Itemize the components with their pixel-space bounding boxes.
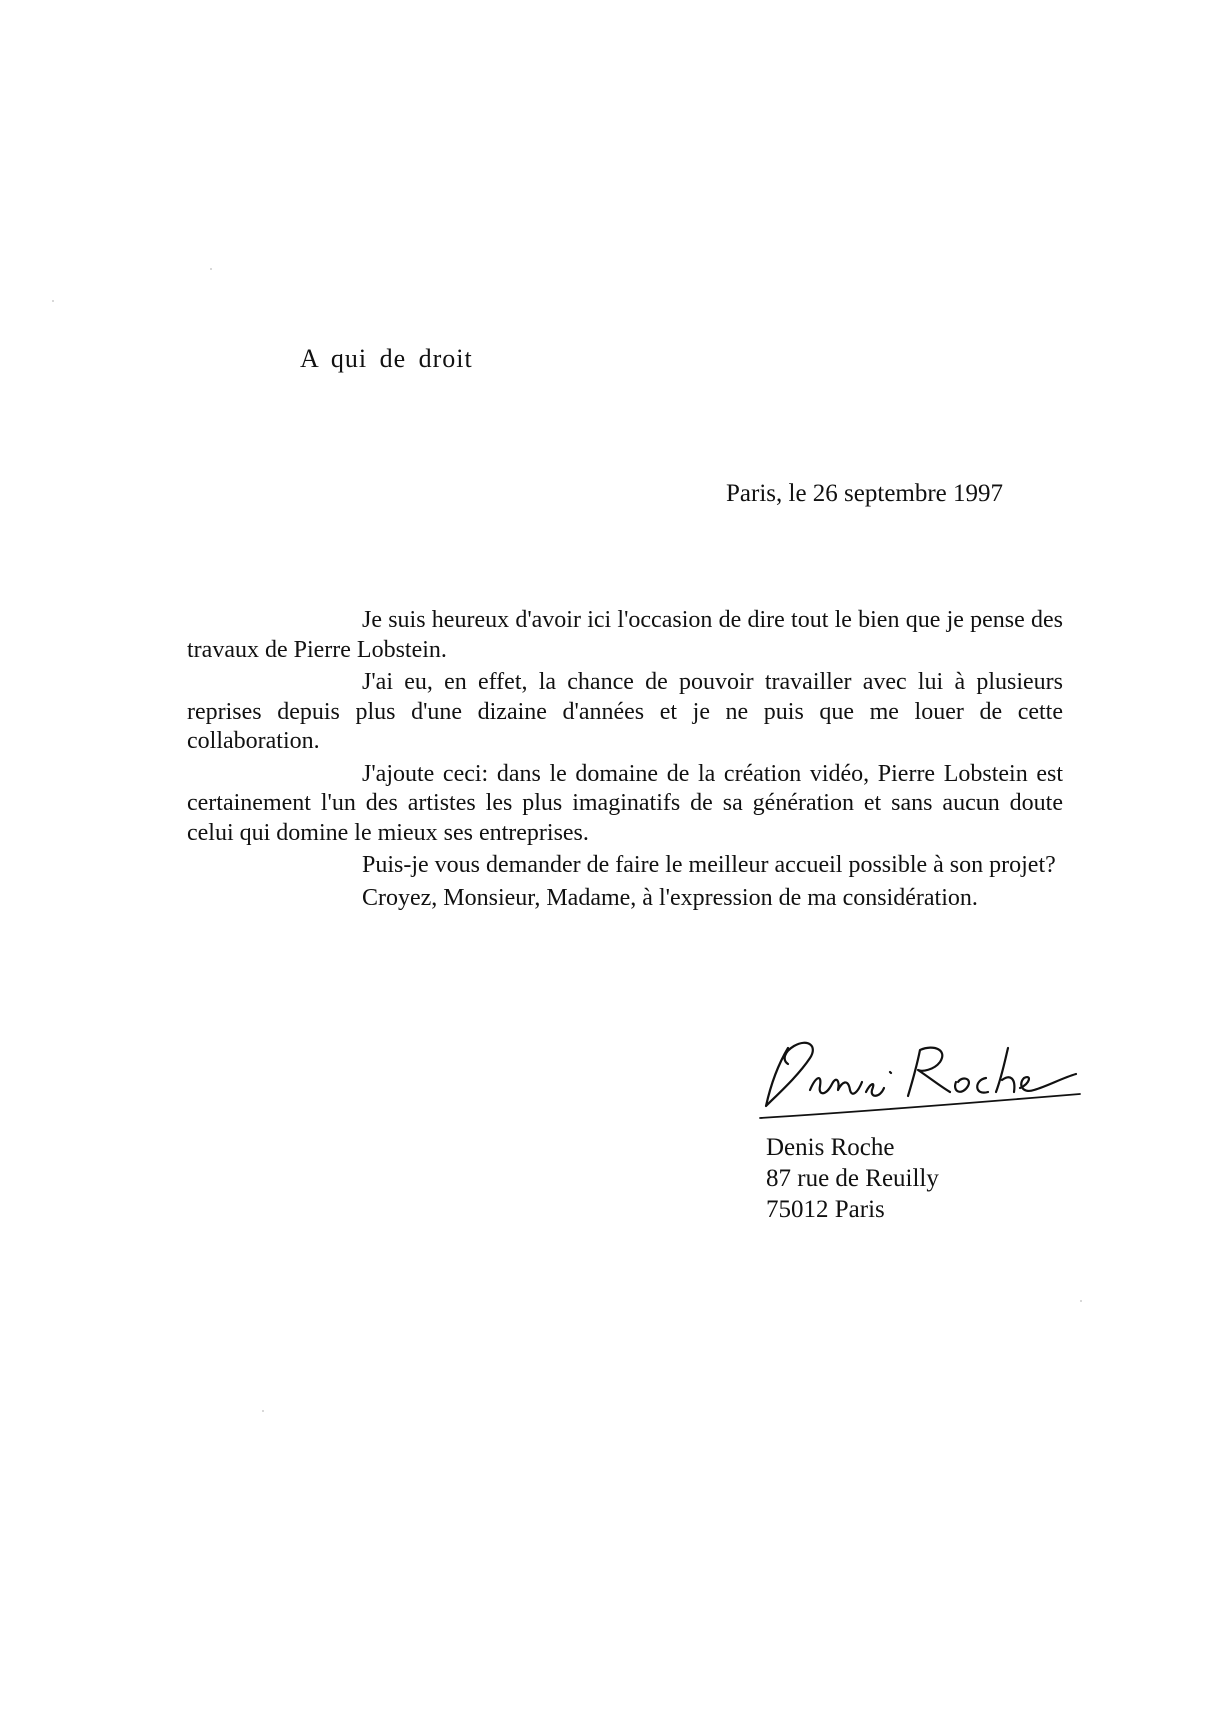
sender-street: 87 rue de Reuilly bbox=[766, 1165, 939, 1192]
salutation: A qui de droit bbox=[300, 344, 473, 373]
body-paragraph: Puis-je vous demander de faire le meilleur accueil possible à son projet? bbox=[362, 852, 1056, 878]
handwritten-signature bbox=[758, 1020, 1088, 1130]
paper-speck bbox=[52, 300, 54, 302]
sender-address bbox=[766, 1132, 939, 1225]
paper-speck bbox=[210, 268, 212, 270]
sender-name: Denis Roche bbox=[766, 1134, 895, 1161]
letter-body bbox=[187, 606, 1063, 916]
sender-city: 75012 Paris bbox=[766, 1196, 885, 1223]
body-paragraph: J'ai eu, en effet, la chance de pouvoir travailler avec lui à plusieurs reprises depuis plus d'une dizaine d'années et je ne puis que me louer de cette collaboration. bbox=[187, 669, 1063, 754]
paper-speck bbox=[262, 1410, 264, 1412]
paper-speck bbox=[1080, 1300, 1082, 1302]
body-paragraph: Je suis heureux d'avoir ici l'occasion de dire tout le bien que je pense des travaux de Pierre Lobstein. bbox=[187, 607, 1063, 663]
dateline: Paris, le 26 septembre 1997 bbox=[726, 480, 1004, 507]
body-paragraph: J'ajoute ceci: dans le domaine de la création vidéo, Pierre Lobstein est certainement l'un des artistes les plus imaginatifs de sa génération et sans aucun doute celui qui domine le mieux ses entreprises. bbox=[187, 760, 1063, 846]
body-paragraph: Croyez, Monsieur, Madame, à l'expression de ma considération. bbox=[362, 884, 978, 911]
